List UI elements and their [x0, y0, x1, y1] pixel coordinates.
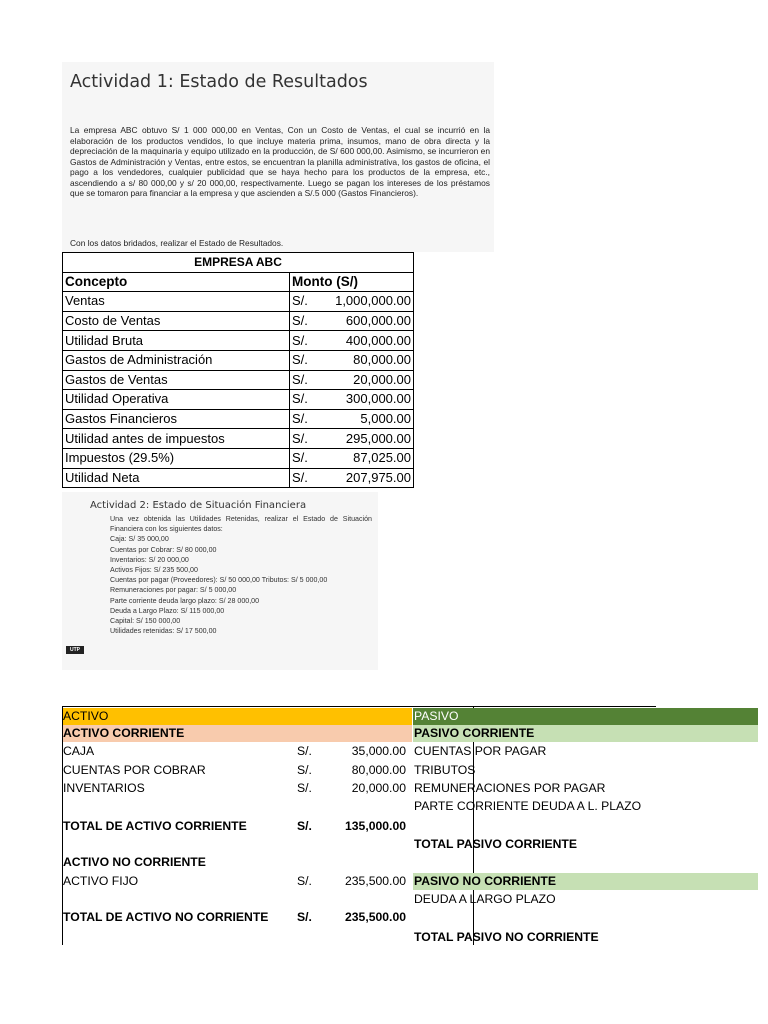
activity2-title: Actividad 2: Estado de Situación Financiera	[90, 500, 307, 511]
row-concept: Utilidad Bruta	[63, 331, 290, 351]
table-row	[63, 311, 414, 331]
balance-row	[62, 836, 758, 853]
inventarios-amount: 20,000.00	[351, 781, 406, 795]
inventarios-currency: S/.	[297, 781, 312, 795]
total-pasivo-no-corriente-label: TOTAL PASIVO NO CORRIENTE	[414, 930, 599, 944]
activity2-line: Cuentas por pagar (Proveedores): S/ 50 000,00 Tributos: S/ 5 000,00	[110, 576, 328, 585]
pasivo-no-corriente-label: PASIVO NO CORRIENTE	[414, 874, 556, 888]
caja-label: CAJA	[63, 744, 95, 758]
row-currency: S/.	[290, 370, 313, 390]
remuneraciones-label: REMUNERACIONES POR PAGAR	[414, 781, 606, 795]
row-amount: 400,000.00	[312, 331, 414, 351]
caja-currency: S/.	[297, 744, 312, 758]
row-concept: Utilidad Operativa	[63, 390, 290, 410]
row-currency: S/.	[290, 468, 313, 488]
total-activo-corriente-label: TOTAL DE ACTIVO CORRIENTE	[63, 819, 247, 833]
utp-logo-mark: UTP	[66, 646, 84, 654]
tributos-label: TRIBUTOS	[414, 763, 476, 777]
row-concept: Gastos Financieros	[63, 409, 290, 429]
row-amount: 80,000.00	[312, 350, 414, 370]
caja-amount: 35,000.00	[351, 744, 406, 758]
row-currency: S/.	[290, 429, 313, 449]
cuentas-pagar-label: CUENTAS POR PAGAR	[414, 744, 547, 758]
activity1-panel	[62, 62, 494, 252]
table-row	[63, 331, 414, 351]
activo-fijo-currency: S/.	[297, 874, 312, 888]
row-currency: S/.	[290, 311, 313, 331]
table-row	[63, 350, 414, 370]
activity2-line: Activos Fijos: S/ 235 500,00	[110, 566, 198, 575]
row-amount: 20,000.00	[312, 370, 414, 390]
header-amount: Monto (S/)	[290, 272, 414, 292]
activity2-intro: Una vez obtenida las Utilidades Retenidas, realizar el Estado de Situación Financiera con los siguientes datos:	[110, 515, 372, 534]
balance-row	[62, 909, 758, 926]
balance-row	[62, 780, 758, 797]
row-currency: S/.	[290, 409, 313, 429]
balance-row	[62, 725, 758, 742]
activity1-paragraph: La empresa ABC obtuvo S/ 1 000 000,00 en Ventas, Con un Costo de Ventas, el cual se incurrió en la elaboración de los productos vendidos, lo que incluye materia prima, insumos, mano de obra directa y la depreciación de la maquinaria y equipo utilizado en la producción, de S/ 600 000,00. Asimismo, se incurrieron en Gastos de Administración y Ventas, entre estos, se encuentran la planilla administrativa, los gastos de oficina, el pago a los vendedores, cualquier publicidad que se haya hecho para los productos de la empresa, etc., ascendiendo a s/ 80 000,00 y s/ 20 000,00, respectivamente. Luego se pagan los intereses de los préstamos que se tomaron para financiar a la empresa y que ascienden a S/.5 000 (Gastos Financieros).	[70, 125, 490, 198]
row-currency: S/.	[290, 390, 313, 410]
header-concept: Concepto	[63, 272, 290, 292]
row-concept: Ventas	[63, 292, 290, 312]
table-caption: EMPRESA ABC	[63, 253, 414, 273]
activity2-line: Cuentas por Cobrar: S/ 80 000,00	[110, 545, 217, 554]
total-pasivo-corriente-label: TOTAL PASIVO CORRIENTE	[414, 837, 577, 851]
balance-row	[62, 929, 758, 946]
cuentas-cobrar-currency: S/.	[297, 763, 312, 777]
table-row	[63, 390, 414, 410]
balance-row	[62, 854, 758, 871]
row-concept: Utilidad Neta	[63, 468, 290, 488]
row-concept: Costo de Ventas	[63, 311, 290, 331]
row-amount: 600,000.00	[312, 311, 414, 331]
row-amount: 300,000.00	[312, 390, 414, 410]
row-concept: Impuestos (29.5%)	[63, 448, 290, 468]
balance-row	[62, 818, 758, 835]
activity2-panel	[62, 492, 378, 670]
deuda-largo-plazo-label: DEUDA A LARGO PLAZO	[414, 892, 556, 906]
inventarios-label: INVENTARIOS	[63, 781, 145, 795]
balance-row	[62, 708, 758, 725]
row-amount: 295,000.00	[312, 429, 414, 449]
activity2-line: Remuneraciones por pagar: S/ 5 000,00	[110, 586, 237, 595]
table-row	[63, 292, 414, 312]
balance-row	[62, 743, 758, 760]
activity2-line: Caja: S/ 35 000,00	[110, 535, 169, 544]
cuentas-cobrar-amount: 80,000.00	[351, 763, 406, 777]
row-amount: 5,000.00	[312, 409, 414, 429]
row-amount: 1,000,000.00	[312, 292, 414, 312]
table-row	[63, 370, 414, 390]
balance-top-border	[62, 706, 656, 707]
utp-logo	[66, 646, 106, 656]
activity2-body	[110, 514, 372, 636]
row-currency: S/.	[290, 448, 313, 468]
activity1-instruction: Con los datos bridados, realizar el Estado de Resultados.	[70, 238, 284, 248]
activo-fijo-label: ACTIVO FIJO	[63, 874, 139, 888]
total-activo-no-corriente-amount: 235,500.00	[345, 910, 406, 924]
row-concept: Utilidad antes de impuestos	[63, 429, 290, 449]
pasivo-header: PASIVO	[414, 709, 459, 723]
total-activo-no-corriente-label: TOTAL DE ACTIVO NO CORRIENTE	[63, 910, 269, 924]
balance-row	[62, 873, 758, 890]
activo-header: ACTIVO	[63, 709, 109, 723]
parte-corriente-label: PARTE CORRIENTE DEUDA A L. PLAZO	[414, 799, 642, 813]
table-row	[63, 409, 414, 429]
activity1-title: Actividad 1: Estado de Resultados	[70, 72, 368, 92]
balance-row	[62, 762, 758, 779]
activo-corriente-label: ACTIVO CORRIENTE	[63, 726, 185, 740]
activo-no-corriente-label: ACTIVO NO CORRIENTE	[63, 855, 206, 869]
activity2-line: Deuda a Largo Plazo: S/ 115 000,00	[110, 606, 225, 615]
total-activo-corriente-currency: S/.	[297, 819, 312, 833]
activity2-line: Capital: S/ 150 000,00	[110, 617, 181, 626]
row-amount: 87,025.00	[312, 448, 414, 468]
row-currency: S/.	[290, 331, 313, 351]
balance-row	[62, 798, 758, 815]
row-concept: Gastos de Administración	[63, 350, 290, 370]
row-currency: S/.	[290, 350, 313, 370]
activo-fijo-amount: 235,500.00	[345, 874, 406, 888]
activity2-line: Parte corriente deuda largo plazo: S/ 28 000,00	[110, 596, 260, 605]
balance-row	[62, 891, 758, 908]
activity2-line: Utilidades retenidas: S/ 17 500,00	[110, 627, 217, 636]
total-activo-no-corriente-currency: S/.	[297, 910, 312, 924]
income-statement-table	[62, 252, 414, 488]
row-concept: Gastos de Ventas	[63, 370, 290, 390]
total-activo-corriente-amount: 135,000.00	[345, 819, 406, 833]
table-row	[63, 429, 414, 449]
table-row	[63, 448, 414, 468]
row-currency: S/.	[290, 292, 313, 312]
pasivo-corriente-label: PASIVO CORRIENTE	[414, 726, 535, 740]
cuentas-cobrar-label: CUENTAS POR COBRAR	[63, 763, 206, 777]
activity2-line: Inventarios: S/ 20 000,00	[110, 555, 189, 564]
row-amount: 207,975.00	[312, 468, 414, 488]
table-row	[63, 468, 414, 488]
